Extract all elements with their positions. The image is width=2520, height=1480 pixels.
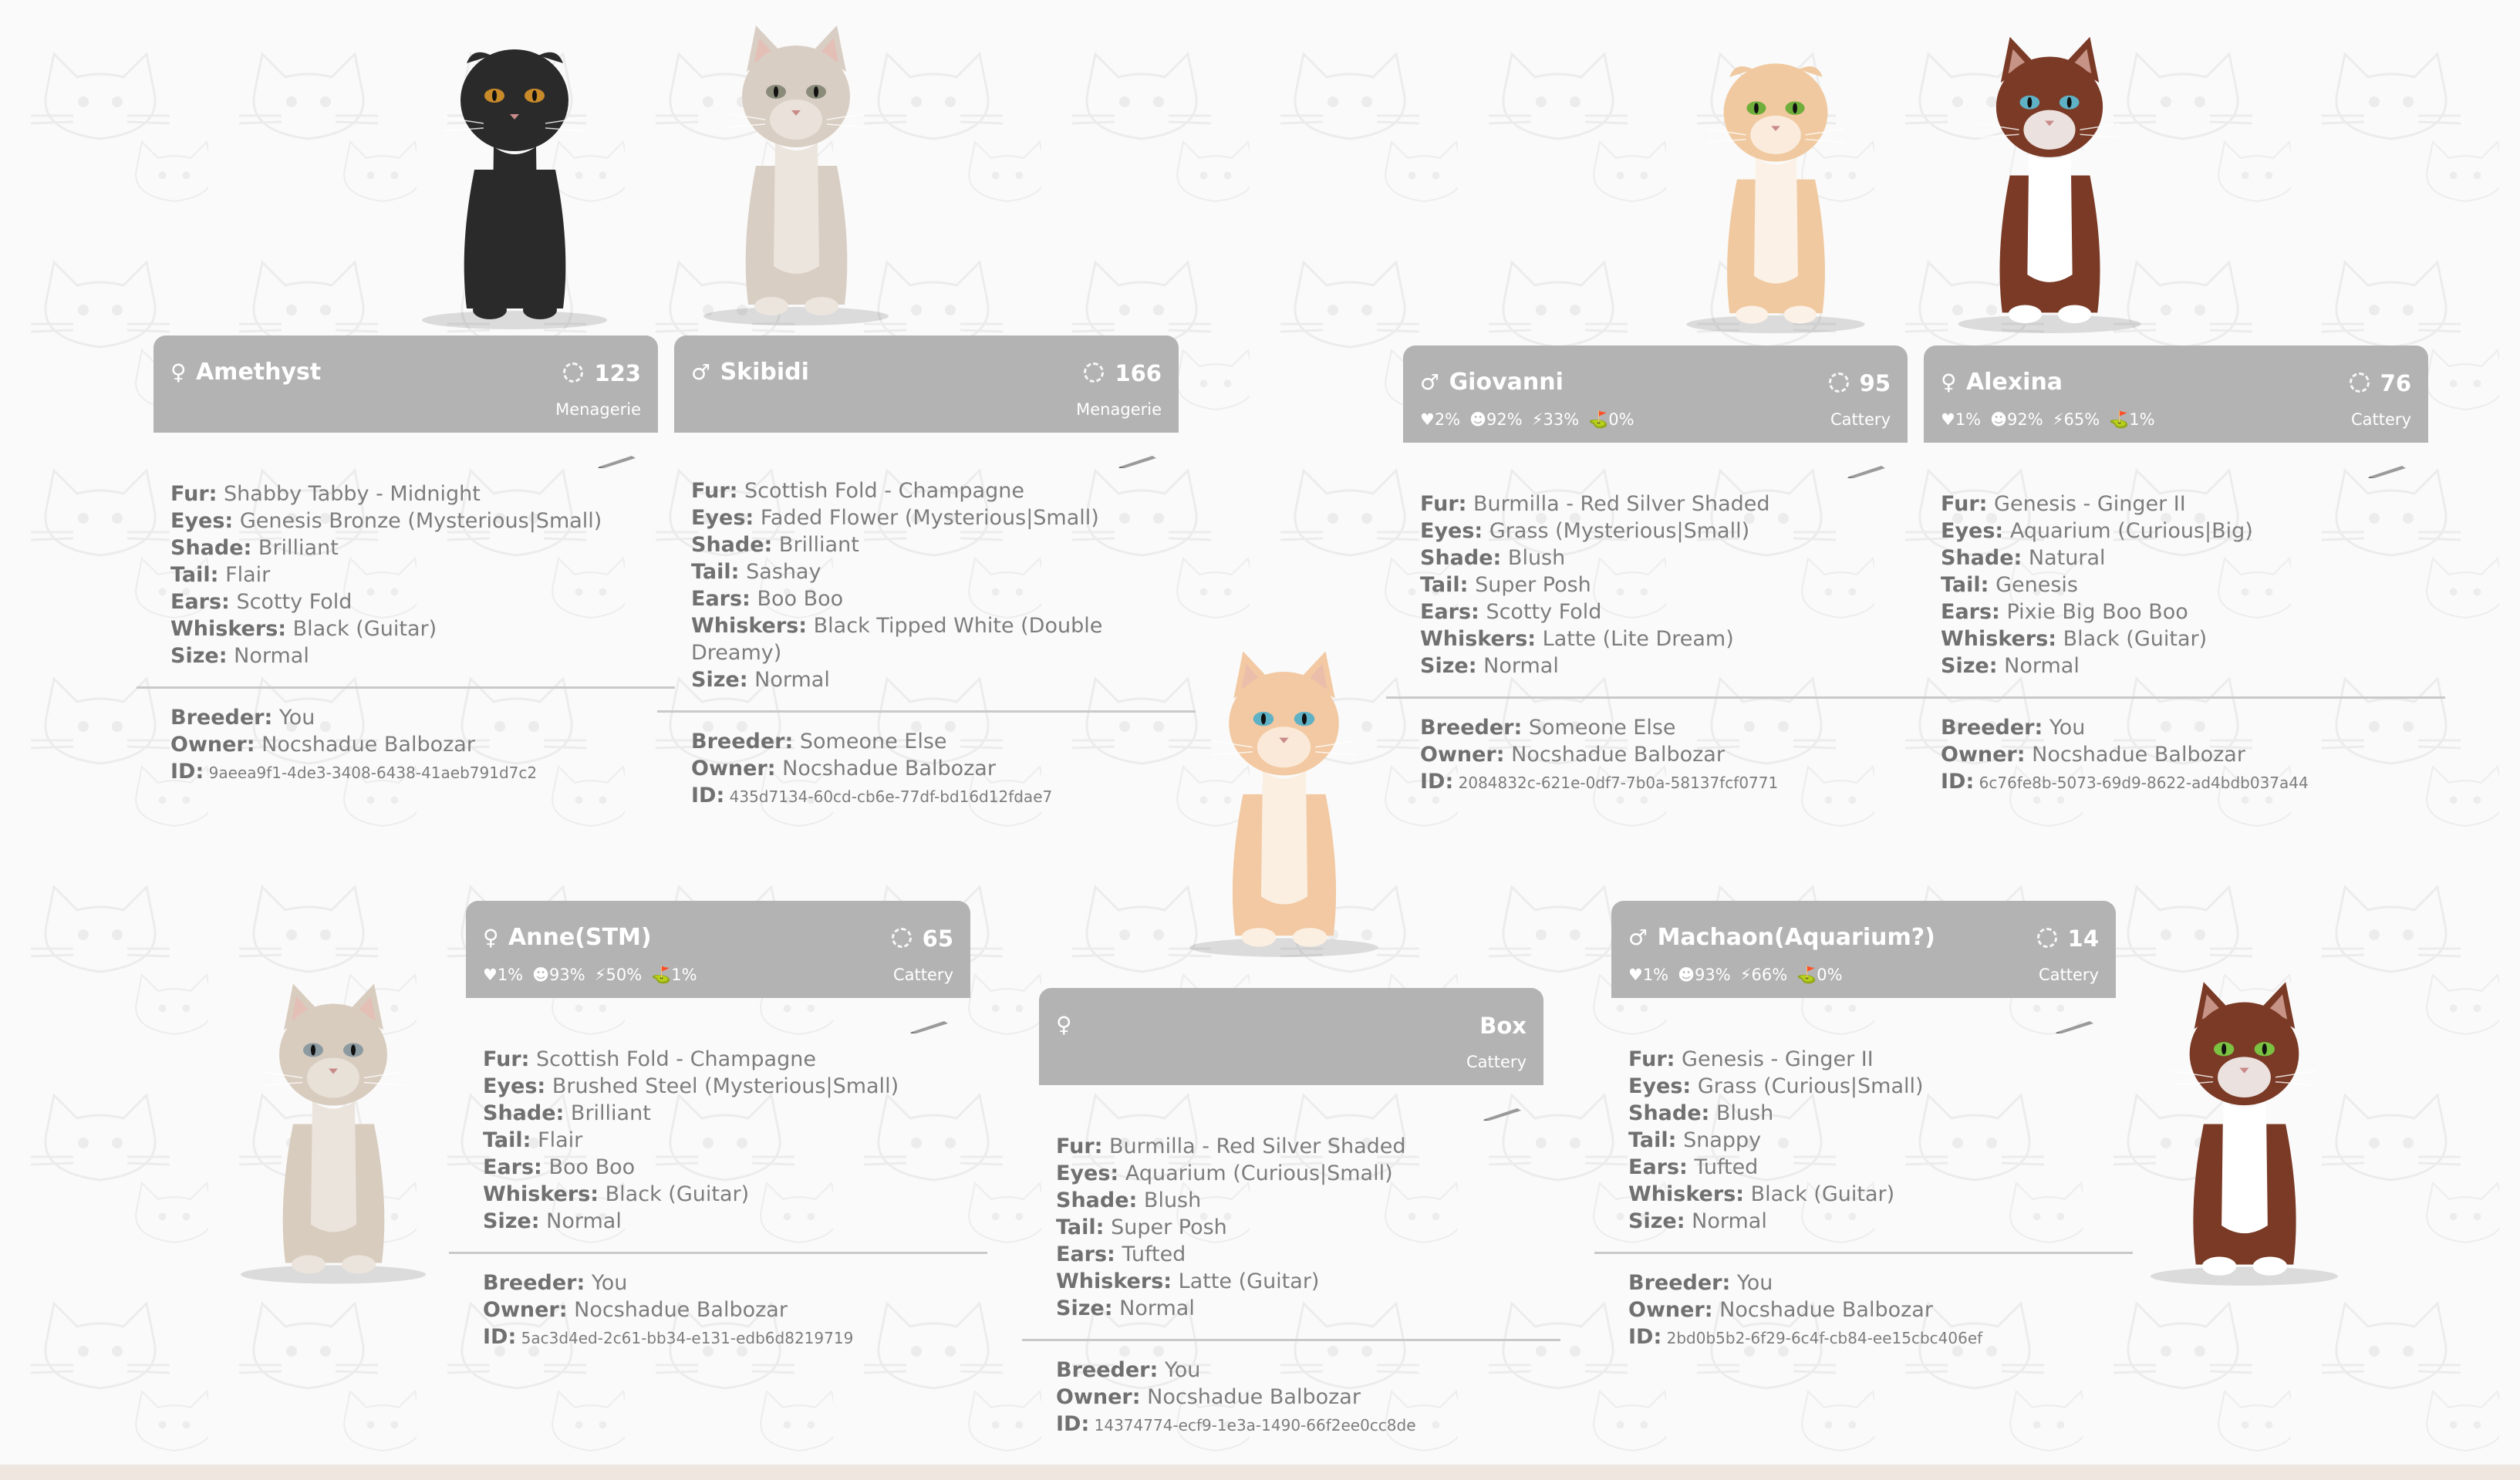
trait-eyes: Eyes: Grass (Mysterious|Small) bbox=[1420, 519, 1750, 543]
trait-size: Size: Normal bbox=[1628, 1209, 1767, 1233]
id-line: ID: 2084832c-621e-0df7-7b0a-58137fcf0771 bbox=[1420, 770, 1779, 794]
id-line: ID: 2bd0b5b2-6f29-6c4f-cb84-ee15cbc406ef bbox=[1628, 1325, 1983, 1349]
energy-stat: ⚡50% bbox=[594, 966, 643, 984]
status-stats bbox=[1628, 966, 1852, 985]
traits-section bbox=[1611, 998, 2116, 1235]
anne-cat-figure[interactable] bbox=[231, 968, 436, 1288]
trait-shade: Shade: Natural bbox=[1941, 546, 2106, 570]
cat-card-skibidi[interactable] bbox=[674, 335, 1179, 811]
status-stats bbox=[1941, 410, 2164, 430]
rest-stat: ⛳1% bbox=[2109, 410, 2155, 429]
generation-count: 76 bbox=[2350, 370, 2411, 396]
health-stat: ☻92% bbox=[1990, 410, 2043, 429]
trait-tail: Tail: Flair bbox=[170, 563, 271, 587]
trait-whiskers: Whiskers: Black Tipped White (Double Dreamy) bbox=[691, 614, 1103, 665]
trait-ears: Ears: Boo Boo bbox=[483, 1155, 636, 1179]
trait-eyes: Eyes: Genesis Bronze (Mysterious|Small) bbox=[170, 509, 602, 533]
trait-eyes: Eyes: Brushed Steel (Mysterious|Small) bbox=[483, 1074, 899, 1098]
breeder-line: Breeder: You bbox=[1628, 1271, 1773, 1295]
trait-fur: Fur: Shabby Tabby - Midnight bbox=[170, 482, 481, 506]
trait-fur: Fur: Genesis - Ginger II bbox=[1941, 492, 2186, 516]
energy-stat: ⚡66% bbox=[1739, 966, 1788, 984]
ownership-section bbox=[1924, 699, 2428, 797]
edit-pencil-icon[interactable] bbox=[1483, 1107, 1523, 1121]
cat-card-amethyst[interactable] bbox=[153, 335, 658, 787]
generation-icon bbox=[563, 362, 583, 383]
trait-ears: Ears: Scotty Fold bbox=[1420, 600, 1602, 624]
health-stat: ☻93% bbox=[1678, 966, 1731, 984]
cat-card-anne[interactable] bbox=[466, 901, 970, 1352]
id-line: ID: 6c76fe8b-5073-69d9-8622-ad4bdb037a44 bbox=[1941, 770, 2309, 794]
location-label: Cattery bbox=[2039, 966, 2099, 984]
health-stat: ☻93% bbox=[532, 966, 585, 984]
owner-line: Owner: Nocshadue Balbozar bbox=[1420, 743, 1725, 767]
breeder-line: Breeder: Someone Else bbox=[1420, 716, 1676, 740]
trait-fur: Fur: Scottish Fold - Champagne bbox=[691, 479, 1024, 503]
traits-section bbox=[1039, 1085, 1543, 1322]
trait-size: Size: Normal bbox=[1056, 1296, 1195, 1320]
generation-icon bbox=[1084, 362, 1104, 383]
card-header[interactable] bbox=[153, 335, 658, 433]
trait-whiskers: Whiskers: Black (Guitar) bbox=[483, 1182, 750, 1206]
love-stat: ♥1% bbox=[1941, 410, 1982, 429]
trait-eyes: Eyes: Aquarium (Curious|Big) bbox=[1941, 519, 2253, 543]
location-label: Cattery bbox=[1466, 1053, 1527, 1071]
traits-section bbox=[1924, 443, 2428, 679]
box-cat-figure[interactable] bbox=[1180, 636, 1388, 960]
ownership-section bbox=[1611, 1254, 2116, 1352]
trait-ears: Ears: Scotty Fold bbox=[170, 590, 353, 614]
cat-name: ♂ Skibidi bbox=[691, 359, 809, 386]
edit-pencil-icon[interactable] bbox=[1847, 464, 1887, 478]
love-stat: ♥2% bbox=[1420, 410, 1461, 429]
trait-size: Size: Normal bbox=[170, 644, 309, 668]
female-icon: ♀ bbox=[483, 925, 499, 950]
energy-stat: ⚡33% bbox=[1531, 410, 1580, 429]
traits-section bbox=[153, 433, 658, 669]
trait-shade: Shade: Brilliant bbox=[691, 533, 859, 557]
rest-stat: ⛳1% bbox=[651, 966, 697, 984]
breeder-line: Breeder: Someone Else bbox=[691, 730, 947, 753]
trait-shade: Shade: Brilliant bbox=[170, 536, 339, 560]
trait-whiskers: Whiskers: Black (Guitar) bbox=[1941, 627, 2208, 651]
location-label: Menagerie bbox=[1076, 400, 1162, 419]
location-label: Cattery bbox=[1830, 410, 1891, 429]
trait-whiskers: Whiskers: Latte (Lite Dream) bbox=[1420, 627, 1734, 651]
card-header[interactable] bbox=[1403, 346, 1908, 443]
trait-tail: Tail: Super Posh bbox=[1056, 1215, 1227, 1239]
trait-fur: Fur: Scottish Fold - Champagne bbox=[483, 1047, 816, 1071]
skibidi-cat-figure[interactable] bbox=[694, 8, 899, 332]
breeder-line: Breeder: You bbox=[170, 706, 315, 730]
location-label: Cattery bbox=[2351, 410, 2411, 429]
ownership-section bbox=[1403, 699, 1908, 797]
traits-section bbox=[1403, 443, 1908, 679]
cat-name: ♂ Giovanni bbox=[1420, 369, 1564, 396]
cat-name: ♀ Amethyst bbox=[170, 359, 322, 386]
giovanni-cat-figure[interactable] bbox=[1670, 31, 1882, 335]
rest-stat: ⛳0% bbox=[1588, 410, 1634, 429]
machaon-cat-figure[interactable] bbox=[2140, 968, 2349, 1288]
generation-count: 95 bbox=[1829, 370, 1891, 396]
trait-whiskers: Whiskers: Black (Guitar) bbox=[1628, 1182, 1895, 1206]
generation-count: 14 bbox=[2037, 925, 2099, 952]
id-line: ID: 14374774-ecf9-1e3a-1490-66f2ee0cc8de bbox=[1056, 1412, 1416, 1436]
traits-section bbox=[466, 998, 970, 1235]
trait-tail: Tail: Super Posh bbox=[1420, 573, 1591, 597]
female-icon: ♀ bbox=[170, 359, 187, 385]
trait-shade: Shade: Blush bbox=[1056, 1188, 1202, 1212]
ownership-section bbox=[674, 713, 1179, 811]
edit-pencil-icon[interactable] bbox=[2056, 1020, 2096, 1033]
edit-pencil-icon[interactable] bbox=[1118, 454, 1159, 468]
trait-shade: Shade: Blush bbox=[1420, 546, 1566, 570]
card-header[interactable] bbox=[674, 335, 1179, 433]
generation-icon bbox=[2037, 928, 2057, 948]
energy-stat: ⚡65% bbox=[2052, 410, 2100, 429]
edit-pencil-icon[interactable] bbox=[910, 1020, 950, 1033]
trait-whiskers: Whiskers: Black (Guitar) bbox=[170, 617, 437, 641]
trait-size: Size: Normal bbox=[483, 1209, 622, 1233]
trait-ears: Ears: Tufted bbox=[1056, 1242, 1186, 1266]
edit-pencil-icon[interactable] bbox=[598, 454, 638, 468]
rest-stat: ⛳0% bbox=[1796, 966, 1843, 984]
owner-line: Owner: Nocshadue Balbozar bbox=[1628, 1298, 1933, 1322]
cat-card-alexina[interactable] bbox=[1924, 346, 2428, 797]
breeder-line: Breeder: You bbox=[483, 1271, 628, 1295]
trait-tail: Tail: Snappy bbox=[1628, 1128, 1762, 1152]
breeder-line: Breeder: You bbox=[1941, 716, 2086, 740]
trait-whiskers: Whiskers: Latte (Guitar) bbox=[1056, 1269, 1320, 1293]
love-stat: ♥1% bbox=[483, 966, 524, 984]
cat-card-machaon[interactable] bbox=[1611, 901, 2116, 1352]
ownership-section bbox=[466, 1254, 970, 1352]
card-header[interactable] bbox=[1924, 346, 2428, 443]
generation-count: 166 bbox=[1084, 360, 1162, 386]
generation-icon bbox=[892, 928, 912, 948]
alexina-cat-figure[interactable] bbox=[1948, 23, 2152, 335]
cat-card-box[interactable] bbox=[1039, 988, 1543, 1439]
trait-ears: Ears: Pixie Big Boo Boo bbox=[1941, 600, 2188, 624]
owner-line: Owner: Nocshadue Balbozar bbox=[1941, 743, 2245, 767]
cat-nickname: Box bbox=[1479, 1013, 1527, 1039]
cat-name bbox=[1056, 1011, 1074, 1038]
breeder-line: Breeder: You bbox=[1056, 1358, 1201, 1382]
trait-fur: Fur: Genesis - Ginger II bbox=[1628, 1047, 1874, 1071]
cat-card-giovanni[interactable] bbox=[1403, 346, 1908, 797]
id-line: ID: 9aeea9f1-4de3-3408-6438-41aeb791d7c2 bbox=[170, 760, 538, 784]
female-icon: ♀ bbox=[1941, 369, 1957, 395]
trait-shade: Shade: Brilliant bbox=[483, 1101, 651, 1125]
cat-name: ♀ Anne(STM) bbox=[483, 924, 652, 951]
owner-line: Owner: Nocshadue Balbozar bbox=[1056, 1385, 1361, 1409]
male-icon: ♂ bbox=[1628, 925, 1648, 950]
trait-fur: Fur: Burmilla - Red Silver Shaded bbox=[1420, 492, 1770, 516]
trait-fur: Fur: Burmilla - Red Silver Shaded bbox=[1056, 1134, 1406, 1158]
trait-tail: Tail: Sashay bbox=[691, 560, 821, 584]
trait-ears: Ears: Tufted bbox=[1628, 1155, 1759, 1179]
owner-line: Owner: Nocshadue Balbozar bbox=[483, 1298, 788, 1322]
trait-size: Size: Normal bbox=[1941, 654, 2080, 678]
health-stat: ☻92% bbox=[1469, 410, 1523, 429]
cat-name: ♂ Machaon(Aquarium?) bbox=[1628, 924, 1935, 951]
generation-count: 65 bbox=[892, 925, 953, 952]
trait-size: Size: Normal bbox=[1420, 654, 1559, 678]
generation-icon bbox=[2350, 373, 2370, 393]
trait-ears: Ears: Boo Boo bbox=[691, 587, 844, 611]
id-line: ID: 5ac3d4ed-2c61-bb34-e131-edb6d8219719 bbox=[483, 1325, 854, 1349]
ownership-section bbox=[153, 689, 658, 787]
edit-pencil-icon[interactable] bbox=[2368, 464, 2408, 478]
card-header[interactable] bbox=[466, 901, 970, 998]
card-header[interactable] bbox=[1611, 901, 2116, 998]
cat-name: ♀ Alexina bbox=[1941, 369, 2063, 396]
status-stats bbox=[1420, 410, 1644, 430]
trait-eyes: Eyes: Faded Flower (Mysterious|Small) bbox=[691, 506, 1099, 530]
trait-size: Size: Normal bbox=[691, 668, 830, 692]
id-line: ID: 435d7134-60cd-cb6e-77df-bd16d12fdae7 bbox=[691, 784, 1053, 807]
generation-count: 123 bbox=[563, 360, 641, 386]
status-stats bbox=[483, 966, 707, 985]
owner-line: Owner: Nocshadue Balbozar bbox=[691, 757, 996, 780]
male-icon: ♂ bbox=[691, 359, 711, 385]
bottom-strip bbox=[0, 1465, 2520, 1480]
male-icon: ♂ bbox=[1420, 369, 1440, 395]
amethyst-cat-figure[interactable] bbox=[413, 15, 617, 332]
location-label: Menagerie bbox=[555, 400, 641, 419]
card-header[interactable] bbox=[1039, 988, 1543, 1085]
traits-section bbox=[674, 433, 1179, 693]
trait-tail: Tail: Genesis bbox=[1941, 573, 2078, 597]
trait-tail: Tail: Flair bbox=[483, 1128, 583, 1152]
trait-eyes: Eyes: Aquarium (Curious|Small) bbox=[1056, 1161, 1393, 1185]
trait-shade: Shade: Blush bbox=[1628, 1101, 1774, 1125]
female-icon: ♀ bbox=[1056, 1012, 1072, 1037]
generation-icon bbox=[1829, 373, 1849, 393]
trait-eyes: Eyes: Grass (Curious|Small) bbox=[1628, 1074, 1924, 1098]
ownership-section bbox=[1039, 1341, 1543, 1439]
love-stat: ♥1% bbox=[1628, 966, 1669, 984]
location-label: Cattery bbox=[893, 966, 953, 984]
owner-line: Owner: Nocshadue Balbozar bbox=[170, 733, 475, 757]
